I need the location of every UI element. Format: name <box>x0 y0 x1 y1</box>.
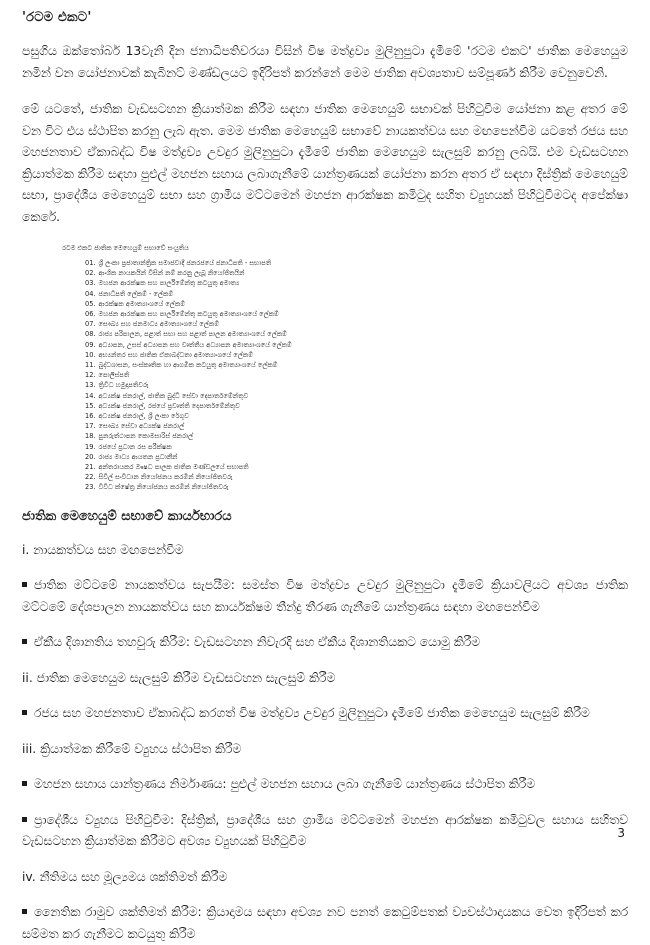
council-member-number: 04. <box>85 289 96 298</box>
bullet-item <box>22 902 628 945</box>
council-member-text: සෞඛ්‍ය සහ ජනමාධ්‍ය අමාත්‍යාංශයේ ලේකම් <box>98 320 219 329</box>
council-member-number: 23. <box>85 483 96 492</box>
council-composition-block <box>62 243 628 493</box>
council-member-number: 08. <box>85 330 96 339</box>
council-member-row <box>85 380 628 390</box>
council-member-row <box>85 340 628 350</box>
council-member-number: 11. <box>85 361 96 370</box>
council-member-text: අධ්‍යක්ෂ ජනරාල්, ජාතික බුද්ධි සේවා දෙපාර්තමේන්තුව <box>98 391 249 400</box>
council-member-text: අභ්‍යන්තර සහ ජාතික ඒකාබද්ධතා අමාත්‍යාංශයේ ලේකම් <box>98 350 253 359</box>
council-member-text: විවිධ ක්ෂේත්‍ර නියෝජනය කරමින් නියෝජිතවරු <box>98 483 229 492</box>
bullet-text: මහජන සහාය යාන්ත්‍රණය නිර්මාණය: පුළුල් මහජන සහාය ලබා ගැනීමේ යාන්ත්‍රණය ස්ථාපිත කිරීම <box>34 777 536 792</box>
role-section-heading: ජාතික මෙහෙයුම් සභාවේ කාර්යභාරය <box>22 508 232 524</box>
council-member-row <box>85 482 628 492</box>
council-member-row <box>85 462 628 472</box>
council-member-text: අධ්‍යක්ෂ ජනරාල්, රජයේ ප්‍රවෘත්ති දෙපාර්තමේන්තුව <box>98 401 240 410</box>
council-member-number: 13. <box>85 381 96 390</box>
council-member-text: අධ්‍යාපන, උසස් අධ්‍යාපන සහ වෘත්තීය අධ්‍යාපන අමාත්‍යාංශයේ ලේකම් <box>98 340 292 349</box>
council-member-row <box>85 411 628 421</box>
council-member-row <box>85 370 628 380</box>
council-member-text: ආංශික නායකයින් විසින් නම් කරනු ලැබූ නියෝජිතයින් <box>98 269 245 278</box>
council-member-row <box>85 421 628 431</box>
square-bullet-icon <box>22 710 27 715</box>
role-subsection <box>22 540 628 654</box>
council-member-number: 16. <box>85 412 96 421</box>
bullet-text: ප්‍රාදේශීය ව්‍යුහය පිහිටුවීම: දිස්ත්‍රික්, ප්‍රාදේශීය සහ ග්‍රාමීය මට්ටමෙන් මහජන ආරක්ෂක කමිටුවල සහාය සහිතව වැඩසටහන ක්‍රියාත්මක කිරීමට අවශ්‍ය ව්‍යුහයක් පිහිටුවීම <box>22 812 628 849</box>
council-member-text: අධ්‍යක්ෂ ජනරාල්, ශ්‍රී ලංකා රේගුව <box>98 412 189 421</box>
square-bullet-icon <box>22 639 27 644</box>
council-member-number: 05. <box>85 299 96 308</box>
council-member-number: 01. <box>85 259 96 267</box>
bullet-item <box>22 810 628 853</box>
council-member-text: මහජන ආරක්ෂක සහ පාර්ලිමේන්තු කටයුතු අමාත්‍යාංශයේ ලේකම් <box>98 310 279 319</box>
page-number: 3 <box>617 826 625 840</box>
council-member-number: 14. <box>85 391 96 400</box>
council-member-row <box>85 329 628 339</box>
council-member-number: 06. <box>85 310 96 319</box>
council-member-text: මහජන ආරක්ෂක සහ පාර්ලිමේන්තු කටයුතු අමාත්‍ය <box>98 279 240 288</box>
council-member-number: 21. <box>85 463 96 472</box>
intro-paragraph: පසුගිය ඔක්තෝබර් 13වැනි දින ජනාධිපතිවරයා විසින් විෂ මත්ද්‍රව්‍ය මුලිනුපුටා දැමීමේ 'රටම එකට' ජාතික මෙහෙයුම නමින් වන යෝජනාවක් කැබිනට් මණ්ඩලයට ඉදිරිපත් කරන්නේ මෙම ජාතික අවශ්‍යතාව සම්පූර්ණ කිරීම වෙනුවෙනි. <box>22 44 628 80</box>
council-member-text: සෞඛ්‍ය සේවා අධ්‍යක්ෂ ජනරාල් <box>98 422 185 431</box>
council-member-number: 07. <box>85 320 96 329</box>
square-bullet-icon <box>22 817 27 822</box>
council-member-number: 10. <box>85 350 96 359</box>
council-member-row <box>85 360 628 370</box>
council-member-row <box>85 452 628 462</box>
council-member-row <box>85 442 628 452</box>
subsection-label: ii. ජාතික මෙහෙයුම සැලසුම් කිරීම වැඩසටහන සැලසුම් කිරීම <box>22 670 336 685</box>
council-member-text: රජයේ ප්‍රධාන රස පරීක්ෂක <box>98 442 172 451</box>
square-bullet-icon <box>22 582 27 587</box>
council-member-number: 17. <box>85 422 96 431</box>
subsection-label: i. නායකත්වය සහ මඟපෙන්වීම <box>22 542 184 557</box>
council-member-text: රාජ්‍ය මාධ්‍ය ආයතන ප්‍රධානීන් <box>98 452 178 461</box>
council-member-text: පුනරුත්ථාපන කොමසාරිස් ජනරාල් <box>98 432 194 441</box>
council-member-text: අන්තරායකර ඖෂධ පාලක ජාතික මණ්ඩලයේ සභාපති <box>98 463 249 472</box>
council-member-number: 03. <box>85 279 96 288</box>
council-member-text: පොලිස්පති <box>98 371 130 380</box>
council-member-row <box>85 319 628 329</box>
page-title: 'රටම එකට' <box>22 10 92 25</box>
council-member-row <box>85 258 628 268</box>
council-member-number: 19. <box>85 442 96 451</box>
bullet-text: ජාතික මට්ටමේ නායකත්වය සැපයීම: සමස්ත විෂ මත්ද්‍රව්‍ය උවදුර මුලිනුපුටා දැමීමේ ක්‍රියාවලියට අවශ්‍ය ජාතික මට්ටමේ දේශපාලන නායකත්වය සහ කාර්යක්ෂම තීන්දු තීරණ ගැනීමේ යාන්ත්‍රණය සඳහා මඟපෙන්වීම <box>22 578 628 614</box>
role-sections <box>22 540 628 945</box>
subsection-label: iii. ක්‍රියාත්මක කිරීමේ ව්‍යුහය ස්ථාපිත කිරීම <box>22 741 242 756</box>
council-member-text: ආරක්ෂක අමාත්‍යාංශයේ ලේකම් <box>98 299 185 308</box>
council-member-row <box>85 350 628 360</box>
council-member-number: 12. <box>85 371 96 380</box>
council-member-number: 22. <box>85 473 96 482</box>
bullet-text: ඒකීය දිශානතිය තහවුරු කිරීම: වැඩසටහන නිවැරදි සහ ඒකීය දිශානතියකට යොමු කිරීම <box>34 635 481 650</box>
council-member-text: ශ්‍රී ලංකා ප්‍රජාතාන්ත්‍රික සමාජවාදී ජනරජයේ ජනාධිපති - සභාපති <box>98 259 272 267</box>
council-member-text: බුද්ධශාසන, සංස්කෘතික හා ආගමික කටයුතු අමාත්‍යාංශයේ ලේකම් <box>98 361 278 370</box>
square-bullet-icon <box>22 781 27 786</box>
bullet-item <box>22 774 628 796</box>
council-member-number: 20. <box>85 452 96 461</box>
operation-paragraph: මේ යටතේ, ජාතික වැඩසටහන ක්‍රියාත්මක කිරීම සඳහා ජාතික මෙහෙයුම් සභාවක් පිහිටුවීම යෝජනා කළ අතර මේ වන විට එය ස්ථාපිත කරනු ලැබ ඇත. මෙම ජාතික මෙහෙයුම් සභාවේ නායකත්වය සහ මඟපෙන්වීම යටතේ රජය සහ මහජනතාව ඒකාබද්ධ විෂ මත්ද්‍රව්‍ය උවදුර මුලිනුපුටා දැමීමේ ජාතික මෙහෙයුම සැලසුම් කරනු ලබයි. එම වැඩසටහන ක්‍රියාත්මක කිරීම සඳහා පුළුල් මහජන සහාය ලබාගැනීමේ යාන්ත්‍රණයක් යෝජනා කරන අතර ඒ සඳහා දිස්ත්‍රික් මෙහෙයුම් සභා, ප්‍රාදේශීය මෙහෙයුම් සභා සහ ග්‍රාමීය මට්ටමෙන් මහජන ආරක්ෂක කමිටුද සහිත ව්‍යුහයක් පිහිටුවීමටද අපේක්ෂා කෙරේ. <box>22 102 628 224</box>
council-member-row <box>85 472 628 482</box>
council-member-text: ජනාධිපති ලේකම් - ලේකම් <box>98 289 174 298</box>
council-member-row <box>85 299 628 309</box>
council-member-row <box>85 401 628 411</box>
role-subsection <box>22 668 628 725</box>
council-member-text: සිවිල් සංවිධාන නියෝජනය කරමින් නියෝජිතවරු <box>98 473 233 482</box>
bullet-text: නෛතික රාමුව ශක්තිමත් කිරීම: ක්‍රියාදාමය සඳහා අවශ්‍ය නව පනත් කෙටුම්පතක් ව්‍යවස්ථාදායකය වෙත ඉදිරිපත් කර සම්මත කර ගැනීමට කටයුතු කිරීම <box>22 905 628 941</box>
council-member-row <box>85 278 628 288</box>
subsection-label: iv. නීතිමය සහ මූල්‍යමය ශක්තිමත් කිරීම <box>22 869 228 884</box>
role-subsection <box>22 739 628 853</box>
council-member-number: 18. <box>85 432 96 441</box>
bullet-item <box>22 703 628 725</box>
council-member-row <box>85 268 628 278</box>
council-member-text: රාජ්‍ය පරිපාලන, පළාත් සභා සහ පළාත් පාලන අමාත්‍යාංශයේ ලේකම් <box>98 330 287 339</box>
council-member-list <box>85 258 628 493</box>
council-member-number: 02. <box>85 269 96 278</box>
council-member-row <box>85 289 628 299</box>
council-composition-heading: රටම එකට ජාතික මෙහෙයුම් සභාවේ සංයුතිය <box>62 244 189 252</box>
council-member-row <box>85 309 628 319</box>
council-member-text: ත්‍රිවිධ හමුදාපතිවරු <box>98 381 149 390</box>
square-bullet-icon <box>22 909 27 914</box>
council-member-number: 15. <box>85 401 96 410</box>
council-member-row <box>85 431 628 441</box>
bullet-item <box>22 575 628 618</box>
council-member-number: 09. <box>85 340 96 349</box>
bullet-item <box>22 632 628 654</box>
council-member-row <box>85 391 628 401</box>
bullet-text: රජය සහ මහජනතාව ඒකාබද්ධ කරගත් විෂ මත්ද්‍රව්‍ය උවදුර මුලිනුපුටා දැමීමේ ජාතික මෙහෙයුම සැලසුම් කිරීම <box>34 706 590 721</box>
role-subsection <box>22 867 628 945</box>
